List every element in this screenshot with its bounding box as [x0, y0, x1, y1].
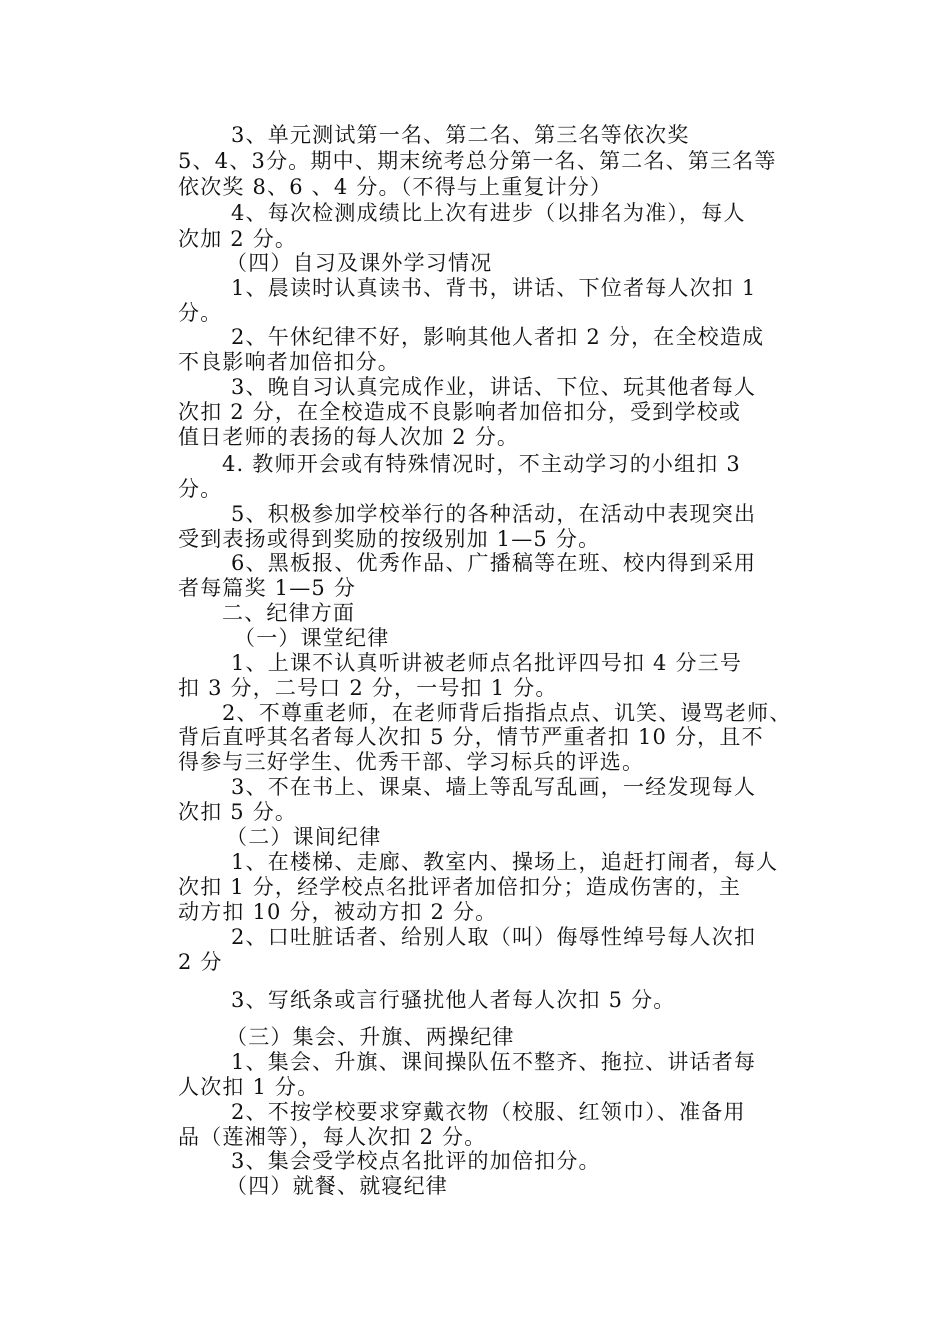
text-line: 2、口吐脏话者、给别人取（叫）侮辱性绰号每人次扣	[231, 925, 757, 949]
text-line: 3、写纸条或言行骚扰他人者每人次扣 5 分。	[231, 988, 676, 1012]
text-line: 扣 3 分，二号口 2 分，一号扣 1 分。	[178, 676, 558, 700]
text-line: 背后直呼其名者每人次扣 5 分，情节严重者扣 10 分，且不	[178, 725, 764, 749]
text-line: 3、单元测试第一名、第二名、第三名等依次奖	[231, 123, 690, 147]
text-line: 得参与三好学生、优秀干部、学习标兵的评选。	[178, 750, 645, 774]
text-line: 4、每次检测成绩比上次有进步（以排名为准），每人	[231, 201, 746, 225]
text-line: 品（莲湘等），每人次扣 2 分。	[178, 1125, 487, 1149]
section-heading: 二、纪律方面	[222, 601, 356, 625]
text-line: 分。	[178, 477, 223, 501]
text-line: 2、不尊重老师，在老师背后指指点点、讥笑、谩骂老师、	[222, 701, 792, 725]
text-line: 3、集会受学校点名批评的加倍扣分。	[231, 1149, 601, 1173]
text-line: 4. 教师开会或有特殊情况时，不主动学习的小组扣 3	[222, 452, 741, 476]
text-line: 依次奖 8、6 、4 分。（不得与上重复计分）	[178, 175, 613, 199]
text-line: 1、集会、升旗、课间操队伍不整齐、拖拉、讲话者每	[231, 1050, 757, 1074]
text-line: 6、黑板报、优秀作品、广播稿等在班、校内得到采用	[231, 551, 757, 575]
text-line: 动方扣 10 分，被动方扣 2 分。	[178, 900, 498, 924]
text-line: 次加 2 分。	[178, 227, 298, 251]
text-line: 3、晚自习认真完成作业，讲话、下位、玩其他者每人	[231, 375, 757, 399]
text-line: 2、午休纪律不好，影响其他人者扣 2 分，在全校造成	[231, 325, 765, 349]
text-line: 不良影响者加倍扣分。	[178, 350, 400, 374]
text-line: 次扣 1 分，经学校点名批评者加倍扣分；造成伤害的，主	[178, 875, 742, 899]
section-heading: （一）课堂纪律	[234, 626, 390, 650]
section-heading: （四）自习及课外学习情况	[226, 251, 493, 275]
text-line: 人次扣 1 分。	[178, 1075, 320, 1099]
text-line: 3、不在书上、课桌、墙上等乱写乱画，一经发现每人	[231, 775, 757, 799]
text-line: 受到表扬或得到奖励的按级别加 1—5 分。	[178, 527, 601, 551]
text-line: 值日老师的表扬的每人次加 2 分。	[178, 425, 520, 449]
text-line: 次扣 5 分。	[178, 800, 298, 824]
text-line: 1、上课不认真听讲被老师点名批评四号扣 4 分三号	[231, 651, 743, 675]
text-line: 1、在楼梯、走廊、教室内、操场上，追赶打闹者，每人	[231, 850, 779, 874]
text-line: 1、晨读时认真读书、背书，讲话、下位者每人次扣 1	[231, 276, 757, 300]
text-line: 2 分	[178, 950, 223, 974]
text-line: 次扣 2 分，在全校造成不良影响者加倍扣分，受到学校或	[178, 400, 742, 424]
text-line: 5、4、3分。期中、期末统考总分第一名、第二名、第三名等	[178, 149, 777, 173]
text-line: 分。	[178, 301, 223, 325]
section-heading: （二）课间纪律	[226, 825, 382, 849]
text-line: 2、不按学校要求穿戴衣物（校服、红领巾）、准备用	[231, 1100, 746, 1124]
text-line: 5、积极参加学校举行的各种活动，在活动中表现突出	[231, 502, 757, 526]
section-heading: （四）就餐、就寝纪律	[226, 1174, 448, 1198]
text-line: 者每篇奖 1—5 分	[178, 576, 357, 600]
section-heading: （三）集会、升旗、两操纪律	[226, 1025, 515, 1049]
